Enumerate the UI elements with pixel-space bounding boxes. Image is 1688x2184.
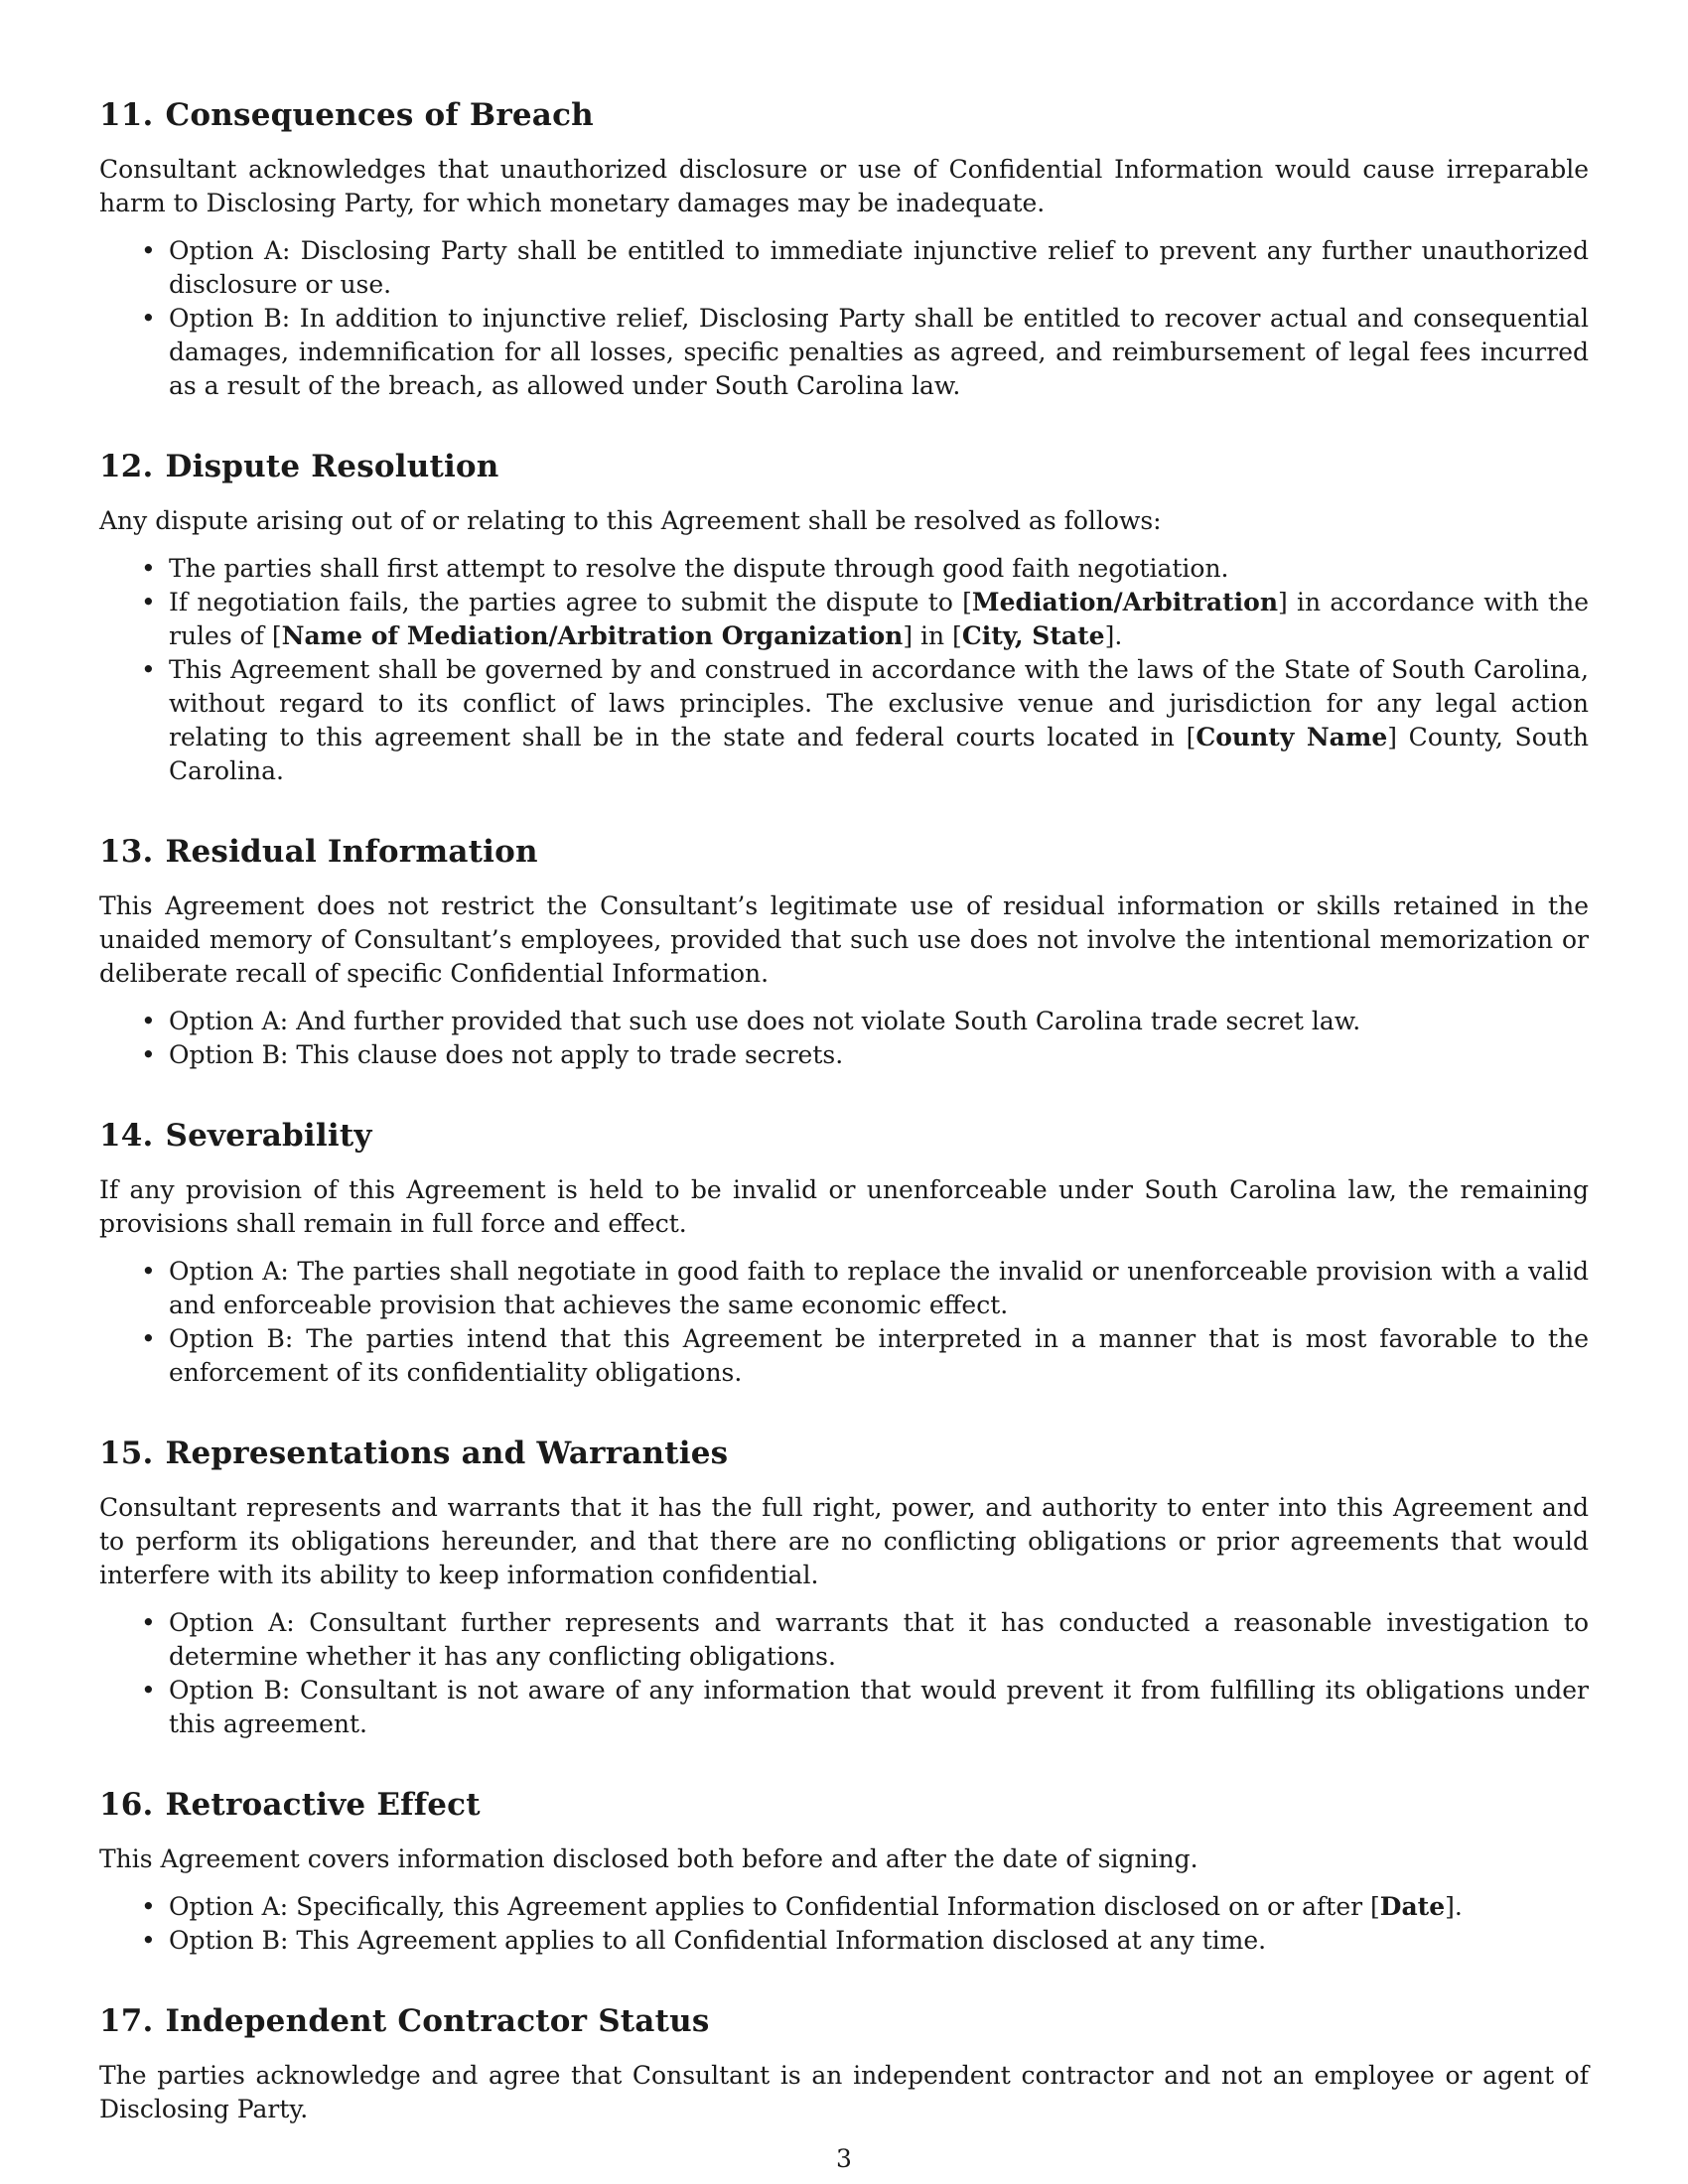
- section-heading: [99, 832, 1589, 872]
- bullet-icon: •: [141, 655, 156, 684]
- section-heading: [99, 1785, 1589, 1825]
- section-heading: [99, 2001, 1589, 2041]
- option-list: [99, 1255, 1589, 1390]
- item-text: Option B: The parties intend that this Agreement be interpreted in a manner that is most favorable to the enforcement of its confidentiality obligations.: [169, 1324, 1589, 1387]
- document-page: [99, 95, 1589, 2126]
- section-number: 11.: [99, 97, 154, 133]
- section-heading: [99, 1116, 1589, 1156]
- item-text: Option A: Specifically, this Agreement applies to Confidential Information disclosed on or after [: [169, 1892, 1380, 1921]
- section-14: [99, 1116, 1589, 1390]
- item-text: Option B: Consultant is not aware of any information that would prevent it from fulfilling its obligations under this agreement.: [169, 1676, 1589, 1738]
- bullet-icon: •: [141, 1926, 156, 1955]
- section-17: [99, 2001, 1589, 2126]
- option-list: [99, 1005, 1589, 1072]
- placeholder-field: Date: [1379, 1892, 1446, 1921]
- section-number: 15.: [99, 1435, 154, 1471]
- bullet-icon: •: [141, 1257, 156, 1286]
- section-paragraph: The parties acknowledge and agree that Consultant is an independent contractor and not an employee or agent of Disclosing Party.: [99, 2061, 1589, 2123]
- placeholder-field: Name of Mediation/Arbitration Organization: [281, 621, 904, 650]
- section-title: Severability: [165, 1118, 372, 1154]
- section-number: 14.: [99, 1118, 154, 1154]
- placeholder-field: Mediation/Arbitration: [971, 588, 1279, 616]
- item-text: Option B: In addition to injunctive relief, Disclosing Party shall be entitled to recover actual and consequential damages, indemnification for all losses, specific penalties as agreed, and reimbursement of legal fees incurred as a result of the breach, as allowed under South Carolina law.: [169, 304, 1589, 400]
- item-text: This Agreement shall be governed by and construed in accordance with the laws of the State of South Carolina, without regard to its conflict of laws principles. The exclusive venue and jurisdiction for any legal action relating to this agreement shall be in the state and federal courts located in [: [169, 655, 1589, 751]
- list-item: [141, 302, 1589, 403]
- item-text: Option B: This Agreement applies to all Confidential Information disclosed at any time.: [169, 1926, 1267, 1955]
- bullet-icon: •: [141, 304, 156, 333]
- list-item: [141, 1322, 1589, 1390]
- section-title: Retroactive Effect: [165, 1787, 481, 1823]
- bullet-icon: •: [141, 236, 156, 265]
- bullet-icon: •: [141, 1608, 156, 1637]
- list-item: [141, 1674, 1589, 1741]
- section-paragraph: This Agreement covers information disclosed both before and after the date of signing.: [99, 1844, 1198, 1873]
- bullet-icon: •: [141, 588, 156, 616]
- section-title: Independent Contractor Status: [165, 2003, 710, 2039]
- option-list: [99, 1606, 1589, 1741]
- section-number: 16.: [99, 1787, 154, 1823]
- item-text: Option A: Disclosing Party shall be entitled to immediate injunctive relief to prevent any further unauthorized disclosure or use.: [169, 236, 1589, 299]
- section-paragraph: Consultant acknowledges that unauthorized disclosure or use of Confidential Information would cause irreparable harm to Disclosing Party, for which monetary damages may be inadequate.: [99, 155, 1589, 217]
- item-text: Option B: This clause does not apply to trade secrets.: [169, 1040, 844, 1069]
- section-title: Residual Information: [165, 834, 538, 870]
- bullet-icon: •: [141, 1040, 156, 1069]
- item-text: Option A: The parties shall negotiate in good faith to replace the invalid or unenforceable provision with a valid and enforceable provision that achieves the same economic effect.: [169, 1257, 1589, 1319]
- list-item: [141, 1038, 1589, 1072]
- bullet-icon: •: [141, 554, 156, 583]
- item-text: If negotiation fails, the parties agree to submit the dispute to [: [169, 588, 972, 616]
- section-paragraph: This Agreement does not restrict the Consultant’s legitimate use of residual information or skills retained in the unaided memory of Consultant’s employees, provided that such use does not involve the intentional memorization or deliberate recall of specific Confidential Information.: [99, 891, 1589, 988]
- section-15: [99, 1433, 1589, 1741]
- bullet-icon: •: [141, 1892, 156, 1921]
- section-number: 17.: [99, 2003, 154, 2039]
- item-text: ] in accordance with the rules of [: [169, 588, 1589, 650]
- item-text: ].: [1104, 621, 1123, 650]
- section-13: [99, 832, 1589, 1072]
- section-title: Representations and Warranties: [165, 1435, 729, 1471]
- option-list: [99, 552, 1589, 788]
- item-text: ].: [1445, 1892, 1463, 1921]
- section-title: Dispute Resolution: [165, 449, 499, 484]
- list-item: [141, 234, 1589, 302]
- section-number: 12.: [99, 449, 154, 484]
- section-paragraph: If any provision of this Agreement is held to be invalid or unenforceable under South Carolina law, the remaining provisions shall remain in full force and effect.: [99, 1175, 1589, 1238]
- list-item: [141, 1924, 1589, 1958]
- section-paragraph: Any dispute arising out of or relating to this Agreement shall be resolved as follows:: [99, 506, 1162, 535]
- section-heading: [99, 447, 1589, 486]
- item-text: ] County, South Carolina.: [169, 723, 1589, 785]
- option-list: [99, 234, 1589, 403]
- section-title: Consequences of Breach: [165, 97, 594, 133]
- section-paragraph: Consultant represents and warrants that it has the full right, power, and authority to enter into this Agreement and to perform its obligations hereunder, and that there are no conflicting obligations or prior agreements that would interfere with its ability to keep information confidential.: [99, 1493, 1589, 1589]
- section-heading: [99, 1433, 1589, 1473]
- item-text: The parties shall first attempt to resolve the dispute through good faith negotiation.: [169, 554, 1229, 583]
- bullet-icon: •: [141, 1007, 156, 1035]
- list-item: [141, 552, 1589, 586]
- option-list: [99, 1890, 1589, 1958]
- list-item: [141, 653, 1589, 788]
- list-item: [141, 1255, 1589, 1322]
- list-item: [141, 1890, 1589, 1924]
- page-number: 3: [836, 2144, 852, 2173]
- placeholder-field: County Name: [1196, 723, 1388, 751]
- list-item: [141, 1606, 1589, 1674]
- list-item: [141, 1005, 1589, 1038]
- section-11: [99, 95, 1589, 403]
- bullet-icon: •: [141, 1676, 156, 1705]
- section-12: [99, 447, 1589, 788]
- item-text: ] in [: [903, 621, 962, 650]
- item-text: Option A: Consultant further represents and warrants that it has conducted a reasonable investigation to determine whether it has any conflicting obligations.: [169, 1608, 1589, 1671]
- placeholder-field: City, State: [961, 621, 1105, 650]
- section-number: 13.: [99, 834, 154, 870]
- item-text: Option A: And further provided that such use does not violate South Carolina trade secret law.: [169, 1007, 1361, 1035]
- section-16: [99, 1785, 1589, 1958]
- list-item: [141, 586, 1589, 653]
- section-heading: [99, 95, 1589, 135]
- bullet-icon: •: [141, 1324, 156, 1353]
